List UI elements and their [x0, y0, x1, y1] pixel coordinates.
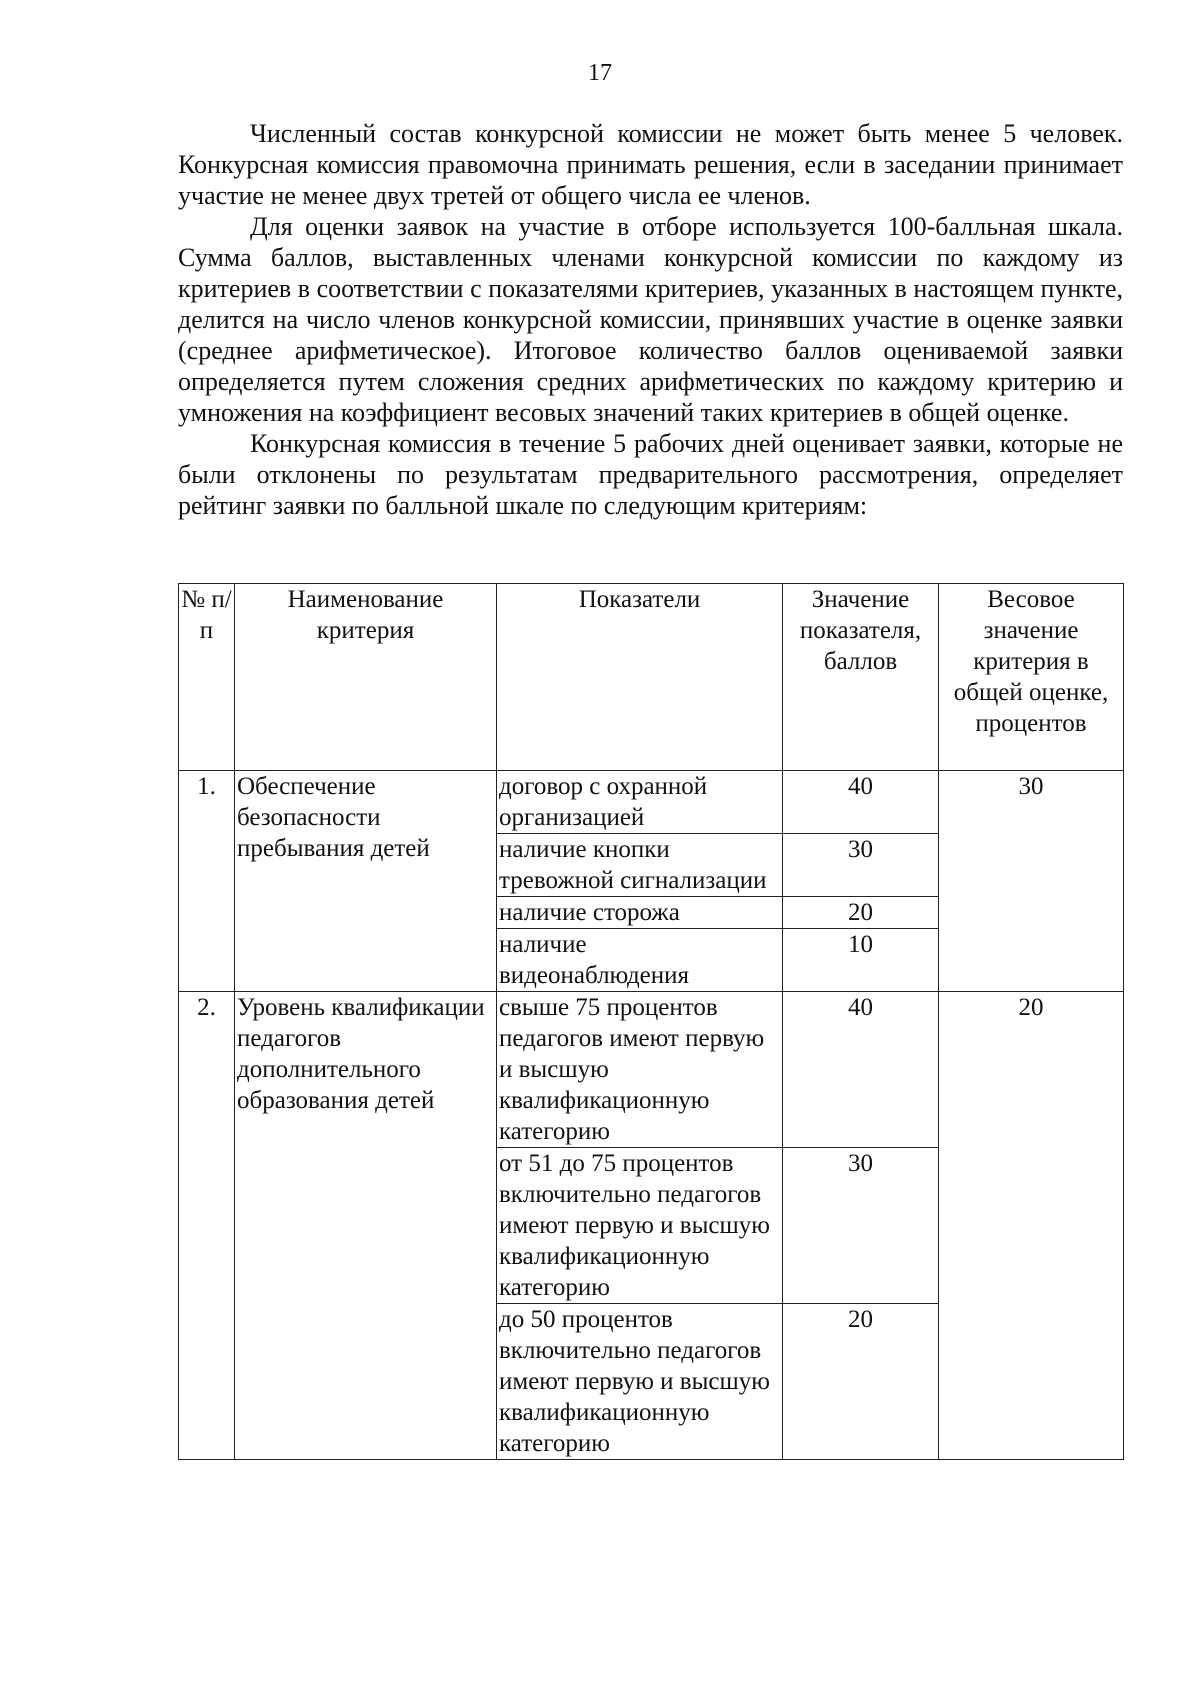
page-number: 17 — [588, 60, 612, 86]
criteria-table — [178, 583, 1124, 1460]
indicator-value: 40 — [783, 771, 939, 834]
criterion-number: 1. — [179, 771, 235, 992]
header-indicator-value: Значение показателя, баллов — [783, 584, 939, 771]
indicator-text: от 51 до 75 процентов включительно педагогов имеют первую и высшую квалификационную категорию — [497, 1148, 783, 1304]
indicator-value: 10 — [783, 929, 939, 992]
paragraph-commission-composition: Численный состав конкурсной комиссии не может быть менее 5 человек. Конкурсная комиссия правомочна принимать решения, если в заседании принимает участие не менее двух третей от общего числа ее членов. — [178, 119, 1123, 210]
header-number: № п/п — [179, 584, 235, 771]
indicator-text: договор с охранной организацией — [497, 771, 783, 834]
indicator-text: наличие видеонаблюдения — [497, 929, 783, 992]
body-text — [178, 118, 1123, 521]
header-weight: Весовое значение критерия в общей оценке, процентов — [939, 584, 1124, 771]
table-row — [179, 992, 1124, 1148]
header-indicators: Показатели — [497, 584, 783, 771]
criterion-weight: 30 — [939, 771, 1124, 992]
table-header-row — [179, 584, 1124, 771]
indicator-text: наличие сторожа — [497, 897, 783, 929]
table-row — [179, 771, 1124, 834]
indicator-text: до 50 процентов включительно педагогов имеют первую и высшую квалификационную категорию — [497, 1304, 783, 1460]
indicator-text: свыше 75 процентов педагогов имеют первую и высшую квалификационную категорию — [497, 992, 783, 1148]
indicator-value: 30 — [783, 1148, 939, 1304]
indicator-value: 20 — [783, 1304, 939, 1460]
indicator-value: 40 — [783, 992, 939, 1148]
paragraph-evaluation-criteria-intro: Конкурсная комиссия в течение 5 рабочих дней оценивает заявки, которые не были отклонены по результатам предварительного рассмотрения, определяет рейтинг заявки по балльной шкале по следующим критериям: — [178, 429, 1123, 520]
criterion-number: 2. — [179, 992, 235, 1460]
indicator-value: 30 — [783, 834, 939, 897]
criterion-name: Обеспечение безопасности пребывания детей — [235, 771, 497, 992]
indicator-text: наличие кнопки тревожной сигнализации — [497, 834, 783, 897]
paragraph-scoring-scale: Для оценки заявок на участие в отборе используется 100-балльная шкала. Сумма баллов, выставленных членами конкурсной комиссии по каждому из критериев в соответствии с показателями критериев, указанных в настоящем пункте, делится на число членов конкурсной комиссии, принявших участие в оценке заявки (среднее арифметическое). Итоговое количество баллов оцениваемой заявки определяется путем сложения средних арифметических по каждому критерию и умножения на коэффициент весовых значений таких критериев в общей оценке. — [178, 212, 1123, 427]
criterion-name: Уровень квалификации педагогов дополнительного образования детей — [235, 992, 497, 1460]
indicator-value: 20 — [783, 897, 939, 929]
header-criterion-name: Наименование критерия — [235, 584, 497, 771]
criterion-weight: 20 — [939, 992, 1124, 1460]
